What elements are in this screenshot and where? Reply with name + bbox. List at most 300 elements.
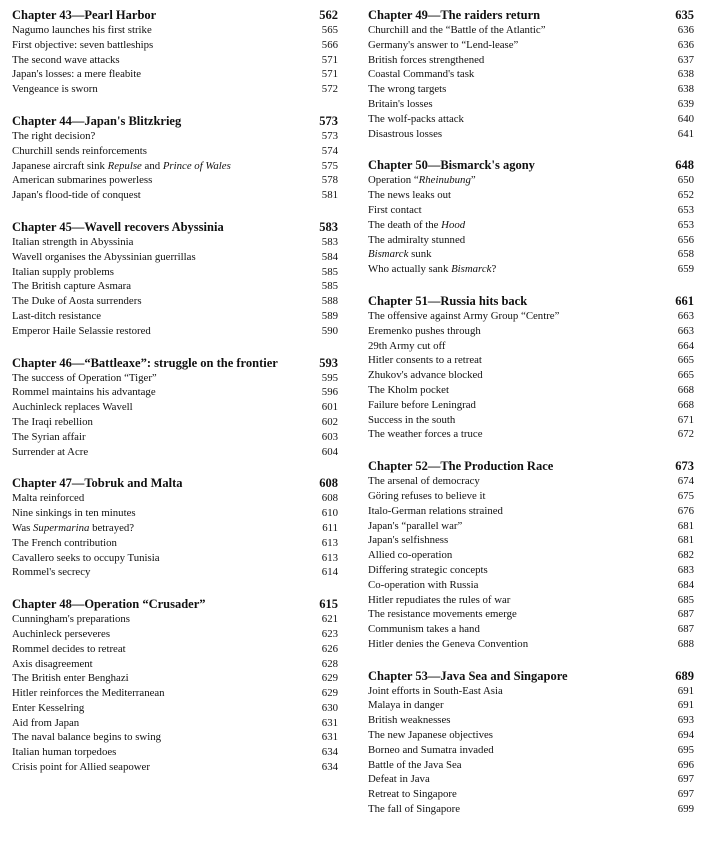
toc-entry-page-number: 674 <box>677 475 694 488</box>
toc-entry-title: The new Japanese objectives <box>368 729 494 742</box>
toc-entry-page-number: 665 <box>677 354 694 367</box>
chapter-page-number: 593 <box>319 355 338 370</box>
toc-entry-page-number: 629 <box>321 672 338 685</box>
toc-entry <box>12 159 338 174</box>
toc-entry <box>368 474 694 489</box>
toc-entry-title: Co-operation with Russia <box>368 578 479 591</box>
toc-entry <box>368 728 694 743</box>
toc-entry-title: Vengeance is sworn <box>12 83 98 96</box>
toc-entry-page-number: 672 <box>677 428 694 441</box>
chapter-heading <box>368 459 694 474</box>
toc-entry <box>12 686 338 701</box>
chapter-title: Chapter 47—Tobruk and Malta <box>12 476 183 491</box>
toc-entry-page-number: 602 <box>321 415 338 428</box>
toc-entry-title: Axis disagreement <box>12 657 93 670</box>
toc-entry-page-number: 595 <box>321 371 338 384</box>
toc-entry-title: The resistance movements emerge <box>368 608 517 621</box>
toc-entry-page-number: 665 <box>677 369 694 382</box>
toc-entry-page-number: 681 <box>677 519 694 532</box>
toc-column-left <box>12 8 338 775</box>
toc-entry-title: Hitler repudiates the rules of war <box>368 593 511 606</box>
toc-entry <box>368 233 694 248</box>
chapter-title: Chapter 44—Japan's Blitzkrieg <box>12 113 182 128</box>
chapter-heading <box>368 669 694 684</box>
toc-entry <box>368 218 694 233</box>
toc-entry <box>12 235 338 250</box>
chapter-title: Chapter 43—Pearl Harbor <box>12 8 157 22</box>
chapter-block <box>368 294 694 442</box>
toc-entry-page-number: 659 <box>677 263 694 276</box>
toc-entry-title: Failure before Leningrad <box>368 398 476 411</box>
toc-entry-title: Communism takes a hand <box>368 623 480 636</box>
toc-entry-page-number: 653 <box>677 218 694 231</box>
toc-entry-page-number: 656 <box>677 233 694 246</box>
toc-entry <box>12 53 338 68</box>
toc-entry-title: The Syrian affair <box>12 430 86 443</box>
chapter-page-number: 562 <box>319 8 338 22</box>
toc-entry-title: Japan's losses: a mere fleabite <box>12 68 142 81</box>
toc-entry <box>368 772 694 787</box>
chapter-heading <box>12 8 338 23</box>
chapter-page-number: 573 <box>319 113 338 128</box>
toc-entry <box>12 385 338 400</box>
toc-entry <box>12 144 338 159</box>
chapter-page-number: 583 <box>319 219 338 234</box>
toc-entry-title: Auchinleck replaces Wavell <box>12 401 133 414</box>
toc-entry-page-number: 574 <box>321 144 338 157</box>
toc-entry-page-number: 610 <box>321 507 338 520</box>
toc-entry-title: Cunningham's preparations <box>12 613 130 626</box>
toc-entry-title: Italian supply problems <box>12 265 114 278</box>
chapter-block <box>12 356 338 460</box>
toc-entry <box>368 743 694 758</box>
toc-entry <box>12 612 338 627</box>
toc-entry-title: British forces strengthened <box>368 53 485 66</box>
toc-entry-title: Success in the south <box>368 413 456 426</box>
toc-entry <box>12 745 338 760</box>
toc-entry <box>368 53 694 68</box>
toc-entry-page-number: 588 <box>321 295 338 308</box>
toc-entry-page-number: 638 <box>677 83 694 96</box>
toc-entry-page-number: 601 <box>321 401 338 414</box>
toc-entry-title: Churchill and the “Battle of the Atlantic” <box>368 24 546 36</box>
toc-entry-title: The offensive against Army Group “Centre” <box>368 309 560 322</box>
chapter-block <box>368 669 694 817</box>
toc-entry-page-number: 639 <box>677 97 694 110</box>
toc-entry <box>368 97 694 112</box>
toc-entry <box>12 642 338 657</box>
toc-entry <box>368 127 694 142</box>
toc-entry <box>368 413 694 428</box>
toc-entry-title: The wolf-packs attack <box>368 112 464 125</box>
toc-column-right <box>368 8 694 817</box>
toc-entry-title: Hitler reinforces the Mediterranean <box>12 687 165 700</box>
toc-entry <box>368 489 694 504</box>
toc-entry <box>368 637 694 652</box>
toc-entry <box>368 247 694 262</box>
chapter-page-number: 608 <box>319 476 338 491</box>
toc-entry-page-number: 694 <box>677 729 694 742</box>
toc-entry <box>12 294 338 309</box>
toc-entry <box>368 173 694 188</box>
toc-entry <box>12 400 338 415</box>
toc-entry-page-number: 578 <box>321 174 338 187</box>
toc-entry-title: Disastrous losses <box>368 127 443 140</box>
toc-entry-page-number: 581 <box>321 189 338 202</box>
toc-entry-page-number: 583 <box>321 235 338 248</box>
toc-entry <box>368 324 694 339</box>
toc-entry-page-number: 604 <box>321 445 338 458</box>
toc-entry-page-number: 650 <box>677 174 694 187</box>
toc-entry-title: Hitler consents to a retreat <box>368 354 482 367</box>
toc-entry <box>12 309 338 324</box>
toc-entry <box>368 548 694 563</box>
toc-entry-title: The right decision? <box>12 129 96 142</box>
toc-entry <box>12 536 338 551</box>
toc-entry-title: Defeat in Java <box>368 773 430 786</box>
toc-entry-page-number: 682 <box>677 549 694 562</box>
toc-entry-title: British weaknesses <box>368 714 451 727</box>
toc-entry <box>12 265 338 280</box>
toc-entry <box>368 787 694 802</box>
toc-entry <box>368 684 694 699</box>
toc-entry-page-number: 696 <box>677 758 694 771</box>
toc-entry-title: The British capture Asmara <box>12 280 132 293</box>
toc-entry-page-number: 571 <box>321 68 338 81</box>
toc-entry-page-number: 611 <box>322 521 338 534</box>
toc-entry-page-number: 613 <box>321 536 338 549</box>
toc-entry-title: Italo-German relations strained <box>368 504 503 517</box>
toc-entry-title: Hitler denies the Geneva Convention <box>368 637 529 650</box>
toc-entry <box>368 758 694 773</box>
toc-entry <box>12 627 338 642</box>
toc-entry-page-number: 584 <box>321 250 338 263</box>
toc-entry-page-number: 697 <box>677 788 694 801</box>
toc-entry <box>368 802 694 817</box>
toc-entry <box>12 565 338 580</box>
toc-entry-title: The Duke of Aosta surrenders <box>12 295 142 308</box>
toc-entry <box>368 67 694 82</box>
toc-entry-page-number: 675 <box>677 489 694 502</box>
toc-entry-title: Malta reinforced <box>12 492 85 505</box>
toc-entry-page-number: 671 <box>677 413 694 426</box>
toc-entry <box>368 533 694 548</box>
toc-entry-page-number: 668 <box>677 398 694 411</box>
toc-entry-title: Japanese aircraft sink Repulse and Prince of Wales <box>12 159 231 172</box>
toc-entry-page-number: 629 <box>321 687 338 700</box>
toc-entry-page-number: 566 <box>321 38 338 51</box>
toc-entry <box>368 23 694 38</box>
toc-entry-page-number: 658 <box>677 248 694 261</box>
toc-entry-title: The wrong targets <box>368 83 447 96</box>
toc-entry-page-number: 614 <box>321 566 338 579</box>
toc-entry <box>12 671 338 686</box>
toc-entry <box>368 38 694 53</box>
toc-entry-title: Nine sinkings in ten minutes <box>12 507 136 520</box>
toc-entry-page-number: 631 <box>321 716 338 729</box>
toc-entry <box>12 716 338 731</box>
toc-entry-page-number: 585 <box>321 280 338 293</box>
toc-entry <box>368 519 694 534</box>
toc-entry <box>12 701 338 716</box>
toc-entry <box>12 38 338 53</box>
toc-entry-title: Surrender at Acre <box>12 445 89 458</box>
toc-entry <box>12 250 338 265</box>
toc-entry-page-number: 636 <box>677 24 694 36</box>
toc-entry-page-number: 630 <box>321 701 338 714</box>
toc-entry <box>368 82 694 97</box>
toc-entry-title: Eremenko pushes through <box>368 324 481 337</box>
chapter-page-number: 689 <box>675 668 694 683</box>
toc-entry-title: Battle of the Java Sea <box>368 758 462 771</box>
toc-entry-title: Differing strategic concepts <box>368 563 488 576</box>
toc-entry-title: Retreat to Singapore <box>368 788 457 801</box>
toc-entry-page-number: 621 <box>321 613 338 626</box>
toc-entry-title: Rommel decides to retreat <box>12 642 126 655</box>
toc-entry-title: Rommel maintains his advantage <box>12 386 156 399</box>
toc-entry-title: The admiralty stunned <box>368 233 466 246</box>
toc-entry <box>368 188 694 203</box>
toc-entry <box>368 203 694 218</box>
chapter-page-number: 661 <box>675 293 694 308</box>
toc-entry-title: Wavell organises the Abyssinian guerrillas <box>12 250 196 263</box>
toc-entry-title: Germany's answer to “Lend-lease” <box>368 38 519 51</box>
toc-entry-title: The success of Operation “Tiger” <box>12 371 157 384</box>
toc-entry-title: The arsenal of democracy <box>368 475 480 488</box>
toc-entry-page-number: 691 <box>677 699 694 712</box>
chapter-heading <box>12 597 338 612</box>
chapter-page-number: 635 <box>675 8 694 22</box>
toc-entry-title: The fall of Singapore <box>368 803 461 816</box>
toc-entry <box>368 353 694 368</box>
toc-entry-title: American submarines powerless <box>12 174 153 187</box>
toc-entry-title: Aid from Japan <box>12 716 80 729</box>
toc-entry <box>12 173 338 188</box>
chapter-page-number: 673 <box>675 459 694 474</box>
toc-entry <box>12 657 338 672</box>
toc-entry-page-number: 638 <box>677 68 694 81</box>
toc-entry-page-number: 681 <box>677 534 694 547</box>
toc-entry <box>12 491 338 506</box>
toc-entry-page-number: 589 <box>321 309 338 322</box>
toc-entry-page-number: 693 <box>677 714 694 727</box>
toc-entry-page-number: 663 <box>677 309 694 322</box>
toc-entry-page-number: 626 <box>321 642 338 655</box>
chapter-title: Chapter 45—Wavell recovers Abyssinia <box>12 219 224 234</box>
toc-entry-title: The second wave attacks <box>12 53 120 66</box>
toc-entry-title: Britain's losses <box>368 97 433 110</box>
toc-entry-page-number: 571 <box>321 53 338 66</box>
toc-entry-title: Malaya in danger <box>368 699 444 712</box>
toc-entry-title: The naval balance begins to swing <box>12 731 162 744</box>
toc-entry-title: 29th Army cut off <box>368 339 446 352</box>
chapter-block <box>12 114 338 203</box>
toc-entry-title: Crisis point for Allied seapower <box>12 761 150 774</box>
toc-entry-page-number: 668 <box>677 383 694 396</box>
toc-entry-page-number: 676 <box>677 504 694 517</box>
chapter-title: Chapter 48—Operation “Crusader” <box>12 597 206 612</box>
chapter-block <box>368 8 694 141</box>
chapter-block <box>12 476 338 580</box>
toc-entry-page-number: 590 <box>321 324 338 337</box>
chapter-title: Chapter 50—Bismarck's agony <box>368 158 535 173</box>
toc-entry <box>368 593 694 608</box>
toc-entry-title: First contact <box>368 203 422 216</box>
toc-entry-page-number: 585 <box>321 265 338 278</box>
toc-entry <box>12 521 338 536</box>
toc-entry <box>12 445 338 460</box>
chapter-block <box>12 597 338 775</box>
toc-entry-page-number: 687 <box>677 608 694 621</box>
chapter-page-number: 648 <box>675 158 694 173</box>
toc-entry-page-number: 636 <box>677 38 694 51</box>
toc-entry-title: Operation “Rheinubung” <box>368 174 476 187</box>
toc-entry <box>368 504 694 519</box>
toc-entry <box>12 129 338 144</box>
toc-entry-title: Cavallero seeks to occupy Tunisia <box>12 551 160 564</box>
toc-entry <box>12 506 338 521</box>
toc-entry <box>12 760 338 775</box>
chapter-heading <box>12 476 338 491</box>
toc-entry <box>368 622 694 637</box>
chapter-block <box>12 8 338 97</box>
toc-entry <box>12 23 338 38</box>
toc-entry <box>12 430 338 445</box>
toc-entry-page-number: 623 <box>321 627 338 640</box>
toc-entry <box>12 279 338 294</box>
toc-entry <box>368 698 694 713</box>
toc-entry <box>12 551 338 566</box>
toc-entry-page-number: 634 <box>321 746 338 759</box>
toc-entry <box>12 371 338 386</box>
toc-entry-title: Zhukov's advance blocked <box>368 369 483 382</box>
chapter-title: Chapter 52—The Production Race <box>368 459 554 474</box>
toc-entry <box>12 188 338 203</box>
toc-entry-page-number: 691 <box>677 684 694 697</box>
toc-entry <box>368 427 694 442</box>
chapter-block <box>368 459 694 652</box>
toc-entry-title: The French contribution <box>12 536 117 549</box>
toc-entry <box>12 415 338 430</box>
toc-entry-page-number: 687 <box>677 623 694 636</box>
toc-entry <box>368 563 694 578</box>
toc-entry-page-number: 652 <box>677 189 694 202</box>
chapter-heading <box>368 158 694 173</box>
toc-entry-page-number: 685 <box>677 593 694 606</box>
toc-entry <box>368 368 694 383</box>
toc-entry-title: Enter Kesselring <box>12 701 85 714</box>
toc-entry-title: Last-ditch resistance <box>12 309 102 322</box>
toc-entry-title: Auchinleck perseveres <box>12 627 111 640</box>
toc-entry-page-number: 628 <box>321 657 338 670</box>
toc-entry-page-number: 640 <box>677 112 694 125</box>
toc-entry-page-number: 631 <box>321 731 338 744</box>
toc-entry-page-number: 634 <box>321 761 338 774</box>
chapter-heading <box>12 356 338 371</box>
chapter-title: Chapter 53—Java Sea and Singapore <box>368 668 568 683</box>
toc-entry-title: The Kholm pocket <box>368 383 449 396</box>
toc-entry-page-number: 565 <box>321 24 338 36</box>
toc-entry-title: Italian human torpedoes <box>12 746 117 759</box>
chapter-title: Chapter 49—The raiders return <box>368 8 541 22</box>
toc-entry-title: Was Supermarina betrayed? <box>12 521 135 534</box>
toc-entry-title: Nagumo launches his first strike <box>12 24 152 36</box>
toc-entry-page-number: 653 <box>677 203 694 216</box>
toc-entry-title: Churchill sends reinforcements <box>12 144 147 157</box>
toc-entry <box>368 383 694 398</box>
toc-entry-title: Japan's flood-tide of conquest <box>12 189 141 202</box>
toc-entry-page-number: 664 <box>677 339 694 352</box>
toc-entry-title: First objective: seven battleships <box>12 38 154 51</box>
chapter-heading <box>12 114 338 129</box>
toc-entry-page-number: 641 <box>677 127 694 140</box>
toc-entry-title: Borneo and Sumatra invaded <box>368 743 494 756</box>
toc-entry <box>368 607 694 622</box>
toc-entry-title: The Iraqi rebellion <box>12 415 93 428</box>
toc-entry-title: The news leaks out <box>368 189 452 202</box>
toc-entry <box>368 112 694 127</box>
toc-entry-title: The weather forces a truce <box>368 428 483 441</box>
chapter-title: Chapter 51—Russia hits back <box>368 293 528 308</box>
toc-entry <box>368 309 694 324</box>
toc-entry <box>368 713 694 728</box>
toc-entry-page-number: 684 <box>677 578 694 591</box>
toc-entry-title: Italian strength in Abyssinia <box>12 235 134 248</box>
toc-entry-page-number: 573 <box>321 129 338 142</box>
toc-entry <box>368 398 694 413</box>
toc-entry-page-number: 637 <box>677 53 694 66</box>
chapter-block <box>12 220 338 339</box>
toc-entry-title: Coastal Command's task <box>368 68 475 81</box>
toc-entry-title: Emperor Haile Selassie restored <box>12 324 151 337</box>
toc-entry-page-number: 603 <box>321 430 338 443</box>
toc-entry-page-number: 613 <box>321 551 338 564</box>
toc-entry-page-number: 596 <box>321 386 338 399</box>
toc-entry <box>12 67 338 82</box>
toc-entry-page-number: 608 <box>321 492 338 505</box>
toc-entry-page-number: 683 <box>677 563 694 576</box>
chapter-title: Chapter 46—“Battleaxe”: struggle on the frontier <box>12 355 278 370</box>
toc-entry-title: Allied co-operation <box>368 549 453 562</box>
chapter-page-number: 615 <box>319 597 338 612</box>
toc-entry <box>12 82 338 97</box>
toc-entry-title: Göring refuses to believe it <box>368 489 486 502</box>
chapter-heading <box>368 8 694 23</box>
chapter-heading <box>368 294 694 309</box>
toc-entry-page-number: 572 <box>321 83 338 96</box>
toc-entry <box>368 578 694 593</box>
toc-entry-title: The British enter Benghazi <box>12 672 129 685</box>
toc-entry-page-number: 663 <box>677 324 694 337</box>
toc-entry-title: Joint efforts in South-East Asia <box>368 684 503 697</box>
toc-entry <box>368 339 694 354</box>
chapter-block <box>368 158 694 277</box>
toc-entry-page-number: 695 <box>677 743 694 756</box>
toc-entry-title: Japan's “parallel war” <box>368 519 463 532</box>
toc-entry-title: Rommel's secrecy <box>12 566 91 579</box>
toc-entry-page-number: 688 <box>677 637 694 650</box>
toc-entry-page-number: 575 <box>321 159 338 172</box>
toc-entry-title: Bismarck sunk <box>368 248 432 261</box>
toc-entry-page-number: 699 <box>677 803 694 816</box>
toc-entry-title: The death of the Hood <box>368 218 466 231</box>
toc-entry-title: Who actually sank Bismarck? <box>368 263 497 276</box>
toc-entry <box>368 262 694 277</box>
toc-entry <box>12 324 338 339</box>
chapter-heading <box>12 220 338 235</box>
toc-entry-page-number: 697 <box>677 773 694 786</box>
toc-entry-title: Japan's selfishness <box>368 534 449 547</box>
